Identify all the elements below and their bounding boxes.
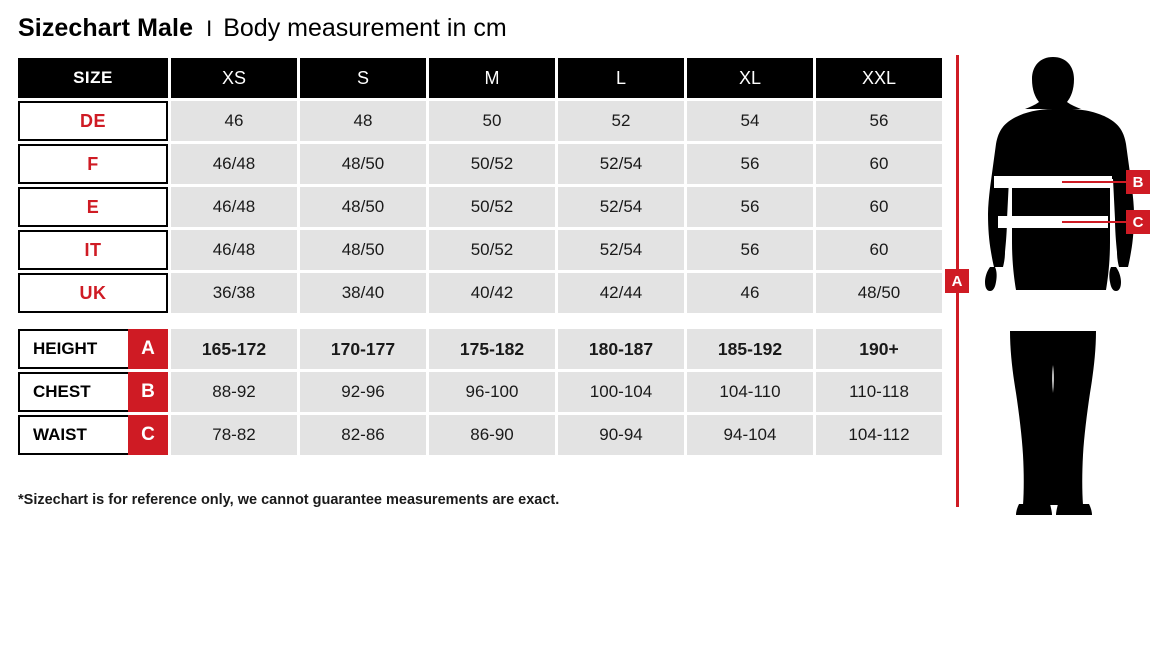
cell-e-s: 48/50 — [300, 187, 426, 227]
cell-uk-s: 38/40 — [300, 273, 426, 313]
cell-f-xs: 46/48 — [171, 144, 297, 184]
cell-waist-m: 86-90 — [429, 415, 555, 455]
cell-f-xxl: 60 — [816, 144, 942, 184]
cell-uk-l: 42/44 — [558, 273, 684, 313]
cell-f-m: 50/52 — [429, 144, 555, 184]
cell-chest-s: 92-96 — [300, 372, 426, 412]
cell-waist-l: 90-94 — [558, 415, 684, 455]
cell-de-m: 50 — [429, 101, 555, 141]
cell-chest-xl: 104-110 — [687, 372, 813, 412]
cell-e-xxl: 60 — [816, 187, 942, 227]
cell-uk-xl: 46 — [687, 273, 813, 313]
cell-de-l: 52 — [558, 101, 684, 141]
cell-e-m: 50/52 — [429, 187, 555, 227]
table-row — [18, 415, 942, 455]
cell-f-l: 52/54 — [558, 144, 684, 184]
cell-e-xs: 46/48 — [171, 187, 297, 227]
cell-height-l: 180-187 — [558, 329, 684, 369]
table-header-row — [18, 58, 942, 98]
row-label-height-text: HEIGHT — [18, 329, 128, 369]
waist-leader-line — [1062, 221, 1128, 223]
cell-e-xl: 56 — [687, 187, 813, 227]
cell-height-m: 175-182 — [429, 329, 555, 369]
footnote-text: *Sizechart is for reference only, we cannot guarantee measurements are exact. — [18, 492, 560, 508]
figure-marker-a: A — [945, 269, 969, 293]
cell-it-s: 48/50 — [300, 230, 426, 270]
cell-de-xs: 46 — [171, 101, 297, 141]
figure-marker-b: B — [1126, 170, 1150, 194]
cell-waist-xs: 78-82 — [171, 415, 297, 455]
male-body-silhouette-icon — [968, 55, 1138, 515]
header-size-m: M — [429, 58, 555, 98]
cell-de-xxl: 56 — [816, 101, 942, 141]
cell-height-xl: 185-192 — [687, 329, 813, 369]
cell-chest-l: 100-104 — [558, 372, 684, 412]
cell-uk-xs: 36/38 — [171, 273, 297, 313]
cell-f-xl: 56 — [687, 144, 813, 184]
cell-it-l: 52/54 — [558, 230, 684, 270]
row-label-uk: UK — [18, 273, 168, 313]
table-row — [18, 372, 942, 412]
header-size-xxl: XXL — [816, 58, 942, 98]
table-row — [18, 101, 942, 141]
cell-uk-xxl: 48/50 — [816, 273, 942, 313]
cell-height-xxl: 190+ — [816, 329, 942, 369]
cell-it-xs: 46/48 — [171, 230, 297, 270]
cell-it-xl: 56 — [687, 230, 813, 270]
figure-marker-c: C — [1126, 210, 1150, 234]
table-row — [18, 144, 942, 184]
title-separator: I — [206, 16, 213, 41]
header-size-s: S — [300, 58, 426, 98]
cell-chest-xxl: 110-118 — [816, 372, 942, 412]
cell-waist-xl: 94-104 — [687, 415, 813, 455]
header-size-xl: XL — [687, 58, 813, 98]
table-row — [18, 329, 942, 369]
cell-height-s: 170-177 — [300, 329, 426, 369]
marker-letter-b: B — [128, 372, 168, 412]
cell-de-xl: 54 — [687, 101, 813, 141]
row-label-chest-text: CHEST — [18, 372, 128, 412]
table-row — [18, 187, 942, 227]
row-label-chest — [18, 372, 168, 412]
header-label-size: SIZE — [18, 58, 168, 98]
row-label-e: E — [18, 187, 168, 227]
header-size-l: L — [558, 58, 684, 98]
body-figure — [940, 55, 1155, 515]
row-label-waist — [18, 415, 168, 455]
title-bold-text: Sizechart Male — [18, 14, 194, 42]
cell-chest-xs: 88-92 — [171, 372, 297, 412]
cell-it-xxl: 60 — [816, 230, 942, 270]
marker-letter-a: A — [128, 329, 168, 369]
cell-height-xs: 165-172 — [171, 329, 297, 369]
cell-f-s: 48/50 — [300, 144, 426, 184]
marker-letter-c: C — [128, 415, 168, 455]
title-subtitle-text: Body measurement in cm — [223, 14, 507, 42]
cell-it-m: 50/52 — [429, 230, 555, 270]
row-label-waist-text: WAIST — [18, 415, 128, 455]
row-label-height — [18, 329, 168, 369]
page-title — [18, 14, 507, 43]
cell-uk-m: 40/42 — [429, 273, 555, 313]
cell-chest-m: 96-100 — [429, 372, 555, 412]
chest-leader-line — [1062, 181, 1128, 183]
table-row — [18, 273, 942, 313]
header-size-xs: XS — [171, 58, 297, 98]
table-row — [18, 230, 942, 270]
sizechart-table — [18, 58, 942, 458]
cell-e-l: 52/54 — [558, 187, 684, 227]
row-label-it: IT — [18, 230, 168, 270]
cell-waist-s: 82-86 — [300, 415, 426, 455]
cell-de-s: 48 — [300, 101, 426, 141]
row-label-de: DE — [18, 101, 168, 141]
cell-waist-xxl: 104-112 — [816, 415, 942, 455]
row-label-f: F — [18, 144, 168, 184]
